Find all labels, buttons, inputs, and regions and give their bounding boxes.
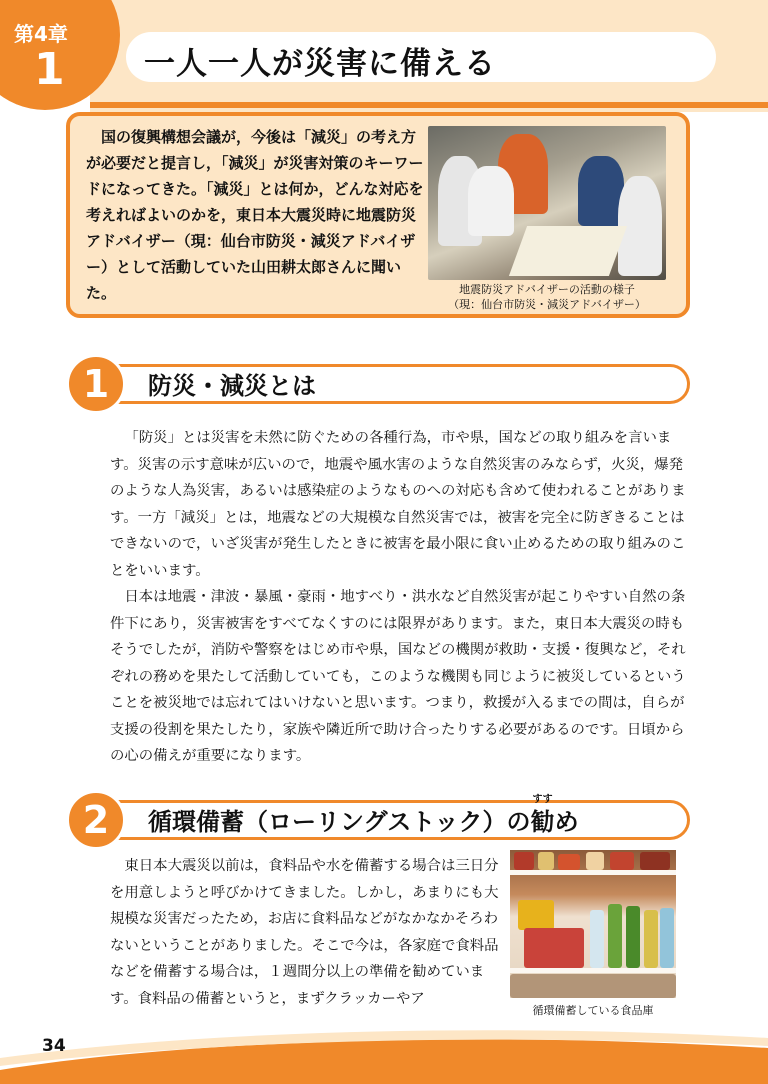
header-rule [90, 102, 768, 108]
intro-box [66, 112, 690, 318]
chapter-header [0, 0, 768, 112]
section1-body [110, 425, 686, 770]
section2-title-end: め [554, 808, 579, 836]
section2-ruby-base: 勧 [530, 808, 555, 836]
section1-header [66, 354, 690, 414]
intro-text: 国の復興構想会議が，今後は「減災」の考え方が必要だと提言し，「減災」が災害対策のキーワードになってきた。「減災」とは何か，どんな対応を考えればよいのかを，東日本大震災時に地震防災アドバイザー（現：仙台市防災・減災アドバイザー）として活動していた山田耕太郎さんに聞いた。 [86, 128, 424, 302]
section1-paragraph-2: 日本は地震・津波・暴風・豪雨・地すべり・洪水など自然災害が起こりやすい自然の条件下にあり，災害被害をすべてなくすのには限界があります。また，東日本大震災の時もそうでしたが，消防や警察をはじめ市や県，国などの機関が救助・支援・復興など，それぞれの務めを果たして活動していても，このような機関も同じように被災しているということを被災地では忘れてはいけないと思います。つまり，救援が入るまでの間は，自らが支援の役割を果たしたり，家族や隣近所で助け合ったりする必要があるのです。日頃からの心の備えが重要になります。 [110, 589, 686, 764]
intro-caption-line2: （現：仙台市防災・減災アドバイザー） [448, 298, 646, 311]
pantry-photo [510, 850, 676, 998]
section1-title: 防災・減災とは [148, 372, 316, 400]
intro-photo-caption [428, 282, 666, 312]
section2-title [148, 794, 579, 837]
intro-caption-line1: 地震防災アドバイザーの活動の様子 [459, 283, 635, 296]
footer-wave [0, 1030, 768, 1084]
chapter-label: 第4章 [14, 22, 68, 46]
section2-paragraph: 東日本大震災以前は，食料品や水を備蓄する場合は三日分を用意しようと呼びかけてきました。しかし，あまりにも大規模な災害だったため，お店に食料品などがなかなかそろわないということがありました。そこで今は，各家庭で食料品などを備蓄する場合は，１週間分以上の準備を勧めています。食料品の備蓄というと，まずクラッカーやア [110, 858, 499, 1007]
page-title-pill [126, 32, 716, 82]
page-title: 一人一人が災害に備える [144, 46, 496, 82]
section1-paragraph-1: 「防災」とは災害を未然に防ぐための各種行為，市や県，国などの取り組みを言います。災害の示す意味が広いので，地震や風水害のような自然災害のみならず，火災，爆発のような人為災害，あるいは感染症のようなものへの対応も含めて使われることがあります。一方「減災」とは，地震などの大規模な自然災害では，被害を完全に防ぎきることはできないので，いざ災害が発生したときに被害を最小限に食い止めるための取り組みのことをいいます。 [110, 430, 686, 579]
section2-ruby-reading: すす [532, 794, 553, 805]
pantry-photo-caption: 循環備蓄している食品庫 [532, 1004, 654, 1017]
section1-number: 1 [66, 354, 126, 414]
advisor-activity-photo [428, 126, 666, 280]
section2-header [66, 790, 690, 850]
section2-number: 2 [66, 790, 126, 850]
page-number: 34 [42, 1036, 66, 1056]
section2-title-main: 循環備蓄（ローリングストック）の [148, 808, 531, 836]
chapter-number: 1 [34, 44, 65, 95]
section2-body [110, 853, 500, 1012]
section2-ruby [530, 794, 555, 837]
